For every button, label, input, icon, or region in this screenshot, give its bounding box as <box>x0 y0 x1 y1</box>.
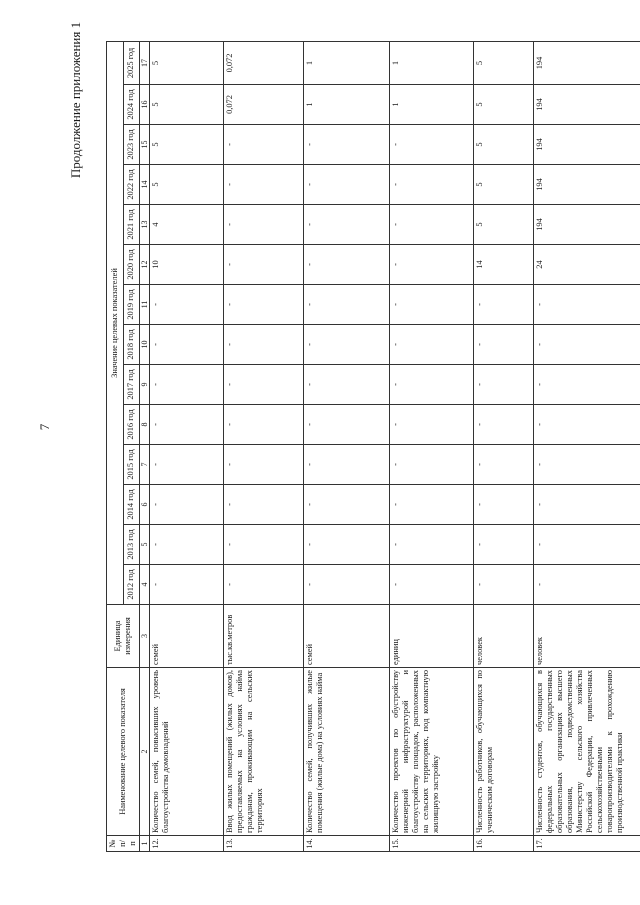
indicator-unit: семей <box>304 605 390 668</box>
indicator-unit: единиц <box>390 605 474 668</box>
indicator-value: 5 <box>150 165 224 205</box>
column-number: 4 <box>140 565 150 605</box>
column-number: 5 <box>140 525 150 565</box>
indicator-value: - <box>224 485 304 525</box>
header-year: 2022 год <box>123 165 140 205</box>
indicator-value: - <box>390 205 474 245</box>
table-row <box>224 42 304 852</box>
indicator-value: 0,072 <box>224 42 304 85</box>
indicator-value: - <box>224 325 304 365</box>
indicator-name: Численность работников, обучающихся по ученическим договорам <box>474 668 534 836</box>
header-year: 2015 год <box>123 445 140 485</box>
page-number: 7 <box>37 423 52 431</box>
header-year: 2018 год <box>123 325 140 365</box>
indicator-value: - <box>534 285 640 325</box>
indicator-value: - <box>224 245 304 285</box>
indicator-value: - <box>390 325 474 365</box>
indicator-value: - <box>304 325 390 365</box>
indicator-value: - <box>224 205 304 245</box>
row-number: 13. <box>224 836 304 852</box>
rotated-table-container <box>106 42 626 852</box>
column-number: 13 <box>140 205 150 245</box>
header-year: 2024 год <box>123 85 140 125</box>
indicator-value: - <box>224 125 304 165</box>
indicator-value: 1 <box>390 42 474 85</box>
header-year: 2014 год <box>123 485 140 525</box>
indicator-value: 4 <box>150 205 224 245</box>
indicator-value: - <box>224 285 304 325</box>
indicator-value: - <box>224 565 304 605</box>
indicator-value: - <box>474 485 534 525</box>
indicator-value: - <box>390 125 474 165</box>
indicator-name: Количество проектов по обустройству инженерной инфраструктурой и благоустройству площадок, расположенных на сельских территориях, под компактную жилищную застройку <box>390 668 474 836</box>
indicator-value: - <box>304 405 390 445</box>
column-number: 2 <box>140 668 150 836</box>
indicator-value: 194 <box>534 125 640 165</box>
indicator-value: - <box>224 165 304 205</box>
indicator-value: 1 <box>304 85 390 125</box>
indicator-value: - <box>474 565 534 605</box>
indicator-value: 5 <box>150 42 224 85</box>
appendix-heading: Продолжение приложения 1 <box>68 21 83 179</box>
indicator-value: - <box>390 445 474 485</box>
column-number: 9 <box>140 365 150 405</box>
indicator-value: - <box>534 405 640 445</box>
indicator-value: - <box>534 325 640 365</box>
column-number: 3 <box>140 605 150 668</box>
header-year: 2025 год <box>123 42 140 85</box>
indicator-value: - <box>390 405 474 445</box>
indicator-value: 0,072 <box>224 85 304 125</box>
indicator-value: - <box>304 245 390 285</box>
indicator-value: 5 <box>150 125 224 165</box>
header-year: 2017 год <box>123 365 140 405</box>
header-year: 2021 год <box>123 205 140 245</box>
indicator-value: - <box>474 325 534 365</box>
indicator-value: - <box>534 565 640 605</box>
indicator-value: - <box>150 405 224 445</box>
row-number: 12. <box>150 836 224 852</box>
indicator-value: 5 <box>474 125 534 165</box>
indicator-value: - <box>224 445 304 485</box>
indicator-value: - <box>390 365 474 405</box>
indicator-value: 5 <box>150 85 224 125</box>
target-indicators-table <box>106 41 640 852</box>
indicator-value: 24 <box>534 245 640 285</box>
column-number: 6 <box>140 485 150 525</box>
table-row <box>150 42 224 852</box>
header-year: 2019 год <box>123 285 140 325</box>
header-year: 2020 год <box>123 245 140 285</box>
indicator-value: - <box>390 565 474 605</box>
indicator-value: - <box>390 165 474 205</box>
indicator-name: Количество семей, повысивших уровень благоустройства домовладений <box>150 668 224 836</box>
header-num: № п/п <box>107 836 140 852</box>
row-number: 17. <box>534 836 640 852</box>
indicator-value: - <box>534 365 640 405</box>
header-values-group: Значение целевых показателей <box>107 42 124 605</box>
indicator-value: 14 <box>474 245 534 285</box>
column-number: 1 <box>140 836 150 852</box>
indicator-value: - <box>150 485 224 525</box>
header-name: Наименование целевого показателя <box>107 668 140 836</box>
indicator-value: 194 <box>534 85 640 125</box>
indicator-value: - <box>474 445 534 485</box>
table-row <box>390 42 474 852</box>
header-year: 2016 год <box>123 405 140 445</box>
table-row <box>304 42 390 852</box>
indicator-value: - <box>474 405 534 445</box>
column-number: 10 <box>140 325 150 365</box>
indicator-value: - <box>304 365 390 405</box>
indicator-value: - <box>474 285 534 325</box>
row-number: 16. <box>474 836 534 852</box>
indicator-unit: человек <box>474 605 534 668</box>
indicator-value: - <box>534 445 640 485</box>
indicator-value: - <box>150 285 224 325</box>
indicator-value: - <box>304 445 390 485</box>
column-number: 7 <box>140 445 150 485</box>
indicator-value: - <box>534 485 640 525</box>
table-row <box>474 42 534 852</box>
header-year: 2023 год <box>123 125 140 165</box>
indicator-value: - <box>534 525 640 565</box>
indicator-value: - <box>304 525 390 565</box>
column-number: 16 <box>140 85 150 125</box>
indicator-unit: тыс.кв.метров <box>224 605 304 668</box>
row-number: 14. <box>304 836 390 852</box>
row-number: 15. <box>390 836 474 852</box>
indicator-value: - <box>150 525 224 565</box>
indicator-value: - <box>304 165 390 205</box>
indicator-value: - <box>150 565 224 605</box>
indicator-name: Количество семей, получивших жилые помещения (жилые дома) на условиях найма <box>304 668 390 836</box>
header-year: 2012 год <box>123 565 140 605</box>
header-unit: Единица измерения <box>107 605 140 668</box>
indicator-value: 194 <box>534 165 640 205</box>
indicator-value: - <box>150 445 224 485</box>
column-number: 14 <box>140 165 150 205</box>
indicator-name: Ввод жилых помещений (жилых домов), предоставляемых на условиях найма гражданам, проживающим на сельских территориях <box>224 668 304 836</box>
indicator-value: - <box>224 405 304 445</box>
indicator-value: - <box>390 525 474 565</box>
indicator-value: 10 <box>150 245 224 285</box>
indicator-value: - <box>304 285 390 325</box>
indicator-value: 1 <box>390 85 474 125</box>
indicator-value: - <box>224 365 304 405</box>
indicator-value: - <box>304 125 390 165</box>
indicator-name: Численность студентов, обучающихся в федеральных государственных образовательных организациях высшего образования, подведомственных Министерству сельского хозяйства Российской Федерации, привлеченных сельскохозяйственными товаропроизводителями к прохождению производственной практики <box>534 668 640 836</box>
table-row <box>534 42 640 852</box>
column-number: 15 <box>140 125 150 165</box>
indicator-value: - <box>150 365 224 405</box>
indicator-value: - <box>304 485 390 525</box>
column-number: 8 <box>140 405 150 445</box>
indicator-value: 5 <box>474 42 534 85</box>
column-number: 17 <box>140 42 150 85</box>
indicator-value: 1 <box>304 42 390 85</box>
indicator-value: - <box>304 565 390 605</box>
column-number: 12 <box>140 245 150 285</box>
indicator-value: - <box>304 205 390 245</box>
indicator-value: 194 <box>534 205 640 245</box>
indicator-unit: человек <box>534 605 640 668</box>
indicator-value: - <box>390 245 474 285</box>
indicator-value: - <box>150 325 224 365</box>
indicator-value: - <box>474 525 534 565</box>
indicator-value: - <box>390 285 474 325</box>
indicator-value: 5 <box>474 165 534 205</box>
column-number: 11 <box>140 285 150 325</box>
header-year: 2013 год <box>123 525 140 565</box>
indicator-value: - <box>224 525 304 565</box>
indicator-value: 194 <box>534 42 640 85</box>
indicator-value: - <box>474 365 534 405</box>
indicator-value: 5 <box>474 205 534 245</box>
indicator-value: - <box>390 485 474 525</box>
indicator-value: 5 <box>474 85 534 125</box>
indicator-unit: семей <box>150 605 224 668</box>
